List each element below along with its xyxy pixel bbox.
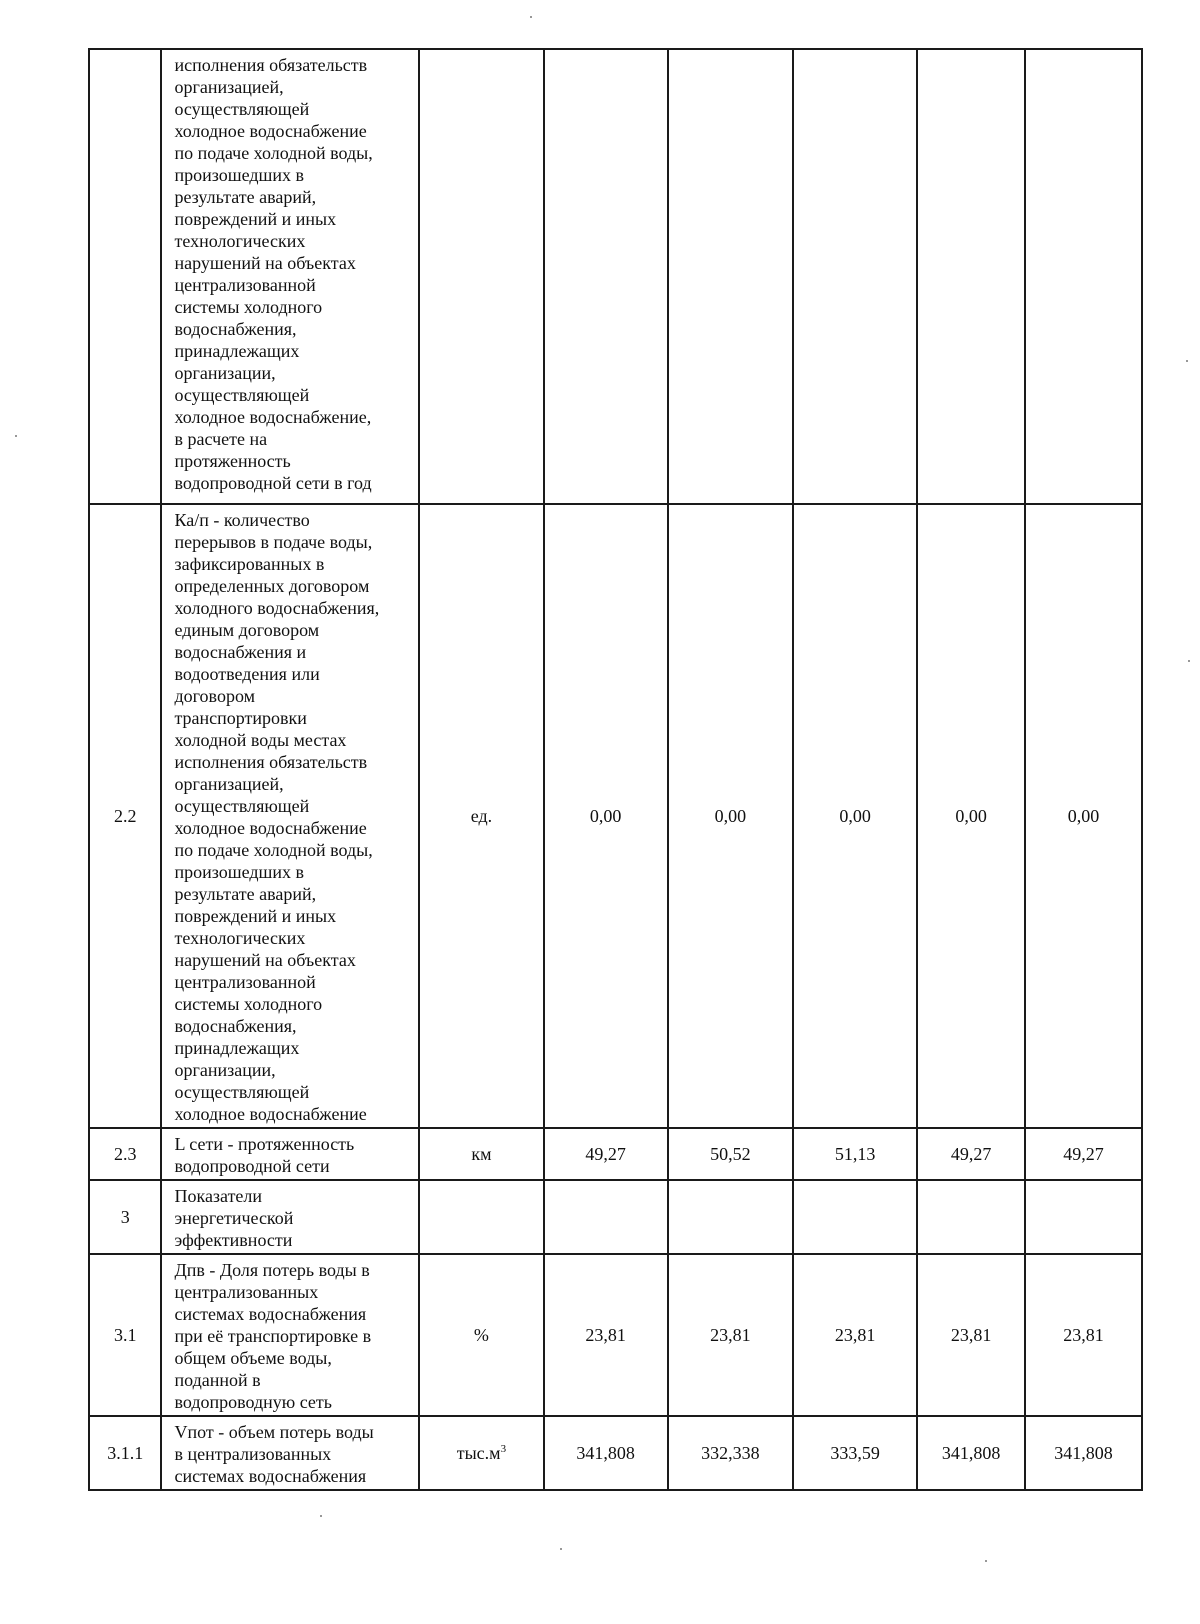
description-line: произошедших в	[174, 165, 305, 185]
indicator-description	[161, 1128, 419, 1180]
description-line: водоснабжения,	[174, 1016, 297, 1036]
description-line: водопроводной сети в год	[174, 473, 372, 493]
description-line: единым договором	[174, 620, 320, 640]
value-cell-4: 341,808	[917, 1416, 1025, 1490]
unit-superscript: 3	[500, 1443, 507, 1455]
value-cell-1: 341,808	[544, 1416, 668, 1490]
value-cell-3: 333,59	[793, 1416, 917, 1490]
description-line: организацией,	[174, 77, 284, 97]
description-line: водоснабжения,	[174, 319, 297, 339]
value-cell-2: 332,338	[668, 1416, 793, 1490]
description-line: повреждений и иных	[174, 906, 337, 926]
description-line: результате аварий,	[174, 187, 317, 207]
scan-speck	[320, 1515, 322, 1517]
scan-speck	[560, 1548, 562, 1550]
description-line: холодное водоснабжение	[174, 121, 367, 141]
row-number: 3.1.1	[89, 1416, 161, 1490]
description-line: системы холодного	[174, 297, 323, 317]
description-line: принадлежащих	[174, 341, 300, 361]
value-cell-4	[917, 49, 1025, 504]
description-line: осуществляющей	[174, 796, 310, 816]
description-line: по подаче холодной воды,	[174, 840, 373, 860]
description-line: централизованной	[174, 275, 316, 295]
value-cell-5	[1025, 1180, 1142, 1254]
description-line: энергетической	[174, 1208, 294, 1228]
description-line: системах водоснабжения	[174, 1304, 367, 1324]
value-cell-1: 49,27	[544, 1128, 668, 1180]
description-line: транспортировки	[174, 708, 307, 728]
scan-speck	[15, 435, 17, 437]
indicator-description	[161, 1254, 419, 1416]
table-row	[89, 1128, 1142, 1180]
description-line: централизованной	[174, 972, 316, 992]
description-line: по подаче холодной воды,	[174, 143, 373, 163]
value-cell-1: 0,00	[544, 504, 668, 1128]
value-cell-5: 0,00	[1025, 504, 1142, 1128]
description-line: организации,	[174, 363, 276, 383]
value-cell-2: 50,52	[668, 1128, 793, 1180]
description-line: холодной воды местах	[174, 730, 347, 750]
value-cell-1: 23,81	[544, 1254, 668, 1416]
row-number: 3.1	[89, 1254, 161, 1416]
indicator-description	[161, 1416, 419, 1490]
value-cell-4: 0,00	[917, 504, 1025, 1128]
row-number: 3	[89, 1180, 161, 1254]
row-number	[89, 49, 161, 504]
description-line: осуществляющей	[174, 385, 310, 405]
description-line: исполнения обязательств	[174, 55, 368, 75]
description-line: определенных договором	[174, 576, 370, 596]
description-line: водопроводную сеть	[174, 1392, 332, 1412]
description-line: Показатели	[174, 1186, 263, 1206]
description-line: произошедших в	[174, 862, 305, 882]
description-line: перерывов в подаче воды,	[174, 532, 373, 552]
description-line: договором	[174, 686, 255, 706]
description-line: водоотведения или	[174, 664, 320, 684]
description-line: общем объеме воды,	[174, 1348, 332, 1368]
unit-label: тыс.м	[456, 1443, 501, 1463]
value-cell-3: 51,13	[793, 1128, 917, 1180]
description-line: холодное водоснабжение,	[174, 407, 372, 427]
indicator-description	[161, 49, 419, 504]
description-line: нарушений на объектах	[174, 253, 356, 273]
description-line: холодное водоснабжение	[174, 1104, 367, 1124]
unit-cell	[419, 1254, 543, 1416]
table-row	[89, 49, 1142, 504]
value-cell-5	[1025, 49, 1142, 504]
description-line: водоснабжения и	[174, 642, 307, 662]
unit-label: ед.	[470, 806, 493, 826]
value-cell-3: 23,81	[793, 1254, 917, 1416]
value-cell-1	[544, 49, 668, 504]
description-line: Дпв - Доля потерь воды в	[174, 1260, 370, 1280]
description-line: холодного водоснабжения,	[174, 598, 380, 618]
value-cell-2: 23,81	[668, 1254, 793, 1416]
description-line: повреждений и иных	[174, 209, 337, 229]
value-cell-4: 49,27	[917, 1128, 1025, 1180]
value-cell-5: 341,808	[1025, 1416, 1142, 1490]
value-cell-5: 23,81	[1025, 1254, 1142, 1416]
unit-label: %	[473, 1325, 489, 1345]
value-cell-3	[793, 49, 917, 504]
description-line: системах водоснабжения	[174, 1466, 367, 1486]
description-line: протяженность	[174, 451, 291, 471]
unit-cell	[419, 49, 543, 504]
description-line: поданной в	[174, 1370, 261, 1390]
unit-label: км	[471, 1144, 492, 1164]
value-cell-2: 0,00	[668, 504, 793, 1128]
description-line: нарушений на объектах	[174, 950, 356, 970]
description-line: Ка/п - количество	[174, 510, 310, 530]
value-cell-3: 0,00	[793, 504, 917, 1128]
unit-cell	[419, 1180, 543, 1254]
description-line: централизованных	[174, 1282, 319, 1302]
description-line: холодное водоснабжение	[174, 818, 367, 838]
document-page	[88, 48, 1143, 1491]
description-line: водопроводной сети	[174, 1156, 330, 1176]
table-row	[89, 504, 1142, 1128]
value-cell-1	[544, 1180, 668, 1254]
description-line: принадлежащих	[174, 1038, 300, 1058]
unit-cell	[419, 1416, 543, 1490]
row-number: 2.3	[89, 1128, 161, 1180]
description-line: технологических	[174, 231, 306, 251]
description-line: системы холодного	[174, 994, 323, 1014]
description-line: L сети - протяженность	[174, 1134, 355, 1154]
unit-cell	[419, 504, 543, 1128]
table-row	[89, 1254, 1142, 1416]
description-line: Vпот - объем потерь воды	[174, 1422, 374, 1442]
scan-speck	[985, 1560, 987, 1562]
description-line: организации,	[174, 1060, 276, 1080]
value-cell-2	[668, 49, 793, 504]
description-line: в расчете на	[174, 429, 268, 449]
indicators-table	[88, 48, 1143, 1491]
indicator-description	[161, 504, 419, 1128]
unit-cell	[419, 1128, 543, 1180]
description-line: исполнения обязательств	[174, 752, 368, 772]
description-line: организацией,	[174, 774, 284, 794]
value-cell-5: 49,27	[1025, 1128, 1142, 1180]
description-line: осуществляющей	[174, 99, 310, 119]
value-cell-2	[668, 1180, 793, 1254]
scan-speck	[1188, 660, 1190, 662]
value-cell-3	[793, 1180, 917, 1254]
value-cell-4: 23,81	[917, 1254, 1025, 1416]
table-row	[89, 1416, 1142, 1490]
indicator-description	[161, 1180, 419, 1254]
description-line: результате аварий,	[174, 884, 317, 904]
description-line: при её транспортировке в	[174, 1326, 372, 1346]
row-number: 2.2	[89, 504, 161, 1128]
description-line: в централизованных	[174, 1444, 332, 1464]
value-cell-4	[917, 1180, 1025, 1254]
description-line: осуществляющей	[174, 1082, 310, 1102]
description-line: технологических	[174, 928, 306, 948]
scan-speck	[1186, 360, 1188, 362]
description-line: зафиксированных в	[174, 554, 325, 574]
scan-speck	[530, 16, 532, 18]
description-line: эффективности	[174, 1230, 293, 1250]
table-row	[89, 1180, 1142, 1254]
